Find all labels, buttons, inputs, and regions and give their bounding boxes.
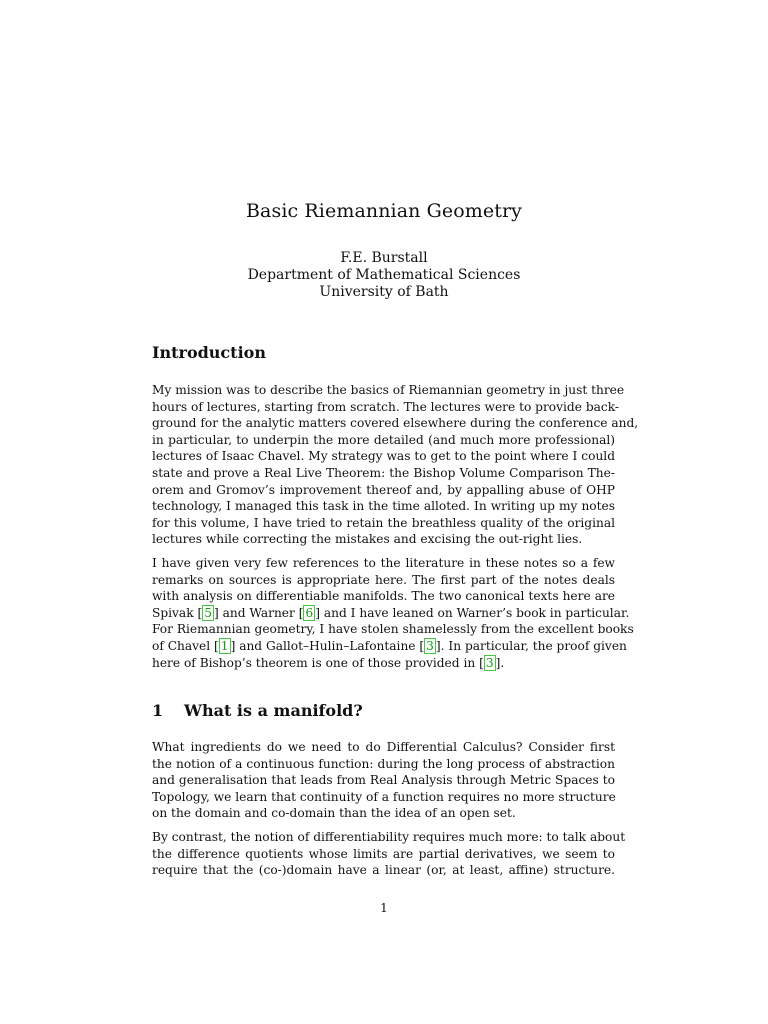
section-1-paragraph-2 <box>152 829 626 879</box>
citation-link-1[interactable]: 1 <box>220 638 229 653</box>
section-1-heading <box>152 701 363 720</box>
text-line: require that the (co-)domain have a linear (or, at least, affine) structure. <box>152 863 615 878</box>
text-segment: ] and I have leaned on Warner’s book in particular. <box>315 605 630 620</box>
text-line: in particular, to underpin the more detailed (and much more professional) <box>152 432 615 447</box>
text-line: orem and Gromov’s improvement thereof and, by appalling abuse of OHP <box>152 482 615 497</box>
text-line: Topology, we learn that continuity of a function requires no more structure <box>152 789 616 804</box>
text-line: What ingredients do we need to do Differential Calculus? Consider first <box>152 740 615 754</box>
text-line: technology, I managed this task in the time alloted. In writing up my notes <box>152 499 615 514</box>
text-segment: ] and Gallot–Hulin–Lafontaine [ <box>230 638 425 653</box>
author-department: Department of Mathematical Sciences <box>247 267 521 283</box>
text-line: state and prove a Real Live Theorem: the Bishop Volume Comparison The- <box>152 465 615 480</box>
text-line <box>152 655 615 672</box>
intro-paragraph-1 <box>152 382 639 548</box>
citation-link-3[interactable]: 3 <box>485 655 494 670</box>
section-title: What is a manifold? <box>184 701 363 720</box>
intro-heading: Introduction <box>152 343 266 362</box>
text-line: By contrast, the notion of differentiability requires much more: to talk about <box>152 830 626 844</box>
text-line: for this volume, I have tried to retain the breathless quality of the original <box>152 515 615 530</box>
author-university: University of Bath <box>319 284 449 300</box>
text-line <box>152 638 627 655</box>
text-line: hours of lectures, starting from scratch. The lectures were to provide back- <box>152 399 619 414</box>
text-segment: of Chavel [ <box>152 638 219 653</box>
text-line: with analysis on differentiable manifolds. The two canonical texts here are <box>152 589 615 604</box>
author-block <box>0 250 768 301</box>
text-segment: here of Bishop’s theorem is one of those provided in [ <box>152 655 484 670</box>
text-line: the difference quotients whose limits are partial derivatives, we seem to <box>152 846 615 861</box>
text-segment: ] and Warner [ <box>213 605 304 620</box>
text-line: For Riemannian geometry, I have stolen shamelessly from the excellent books <box>152 622 634 637</box>
text-line: ground for the analytic matters covered elsewhere during the conference and, <box>152 416 639 431</box>
text-line <box>152 605 630 622</box>
author-name: F.E. Burstall <box>340 250 428 266</box>
text-line: lectures while correcting the mistakes and excising the out-right lies. <box>152 532 583 547</box>
citation-link-3[interactable]: 3 <box>426 638 434 653</box>
intro-paragraph-2 <box>152 555 634 671</box>
page-number: 1 <box>380 901 388 915</box>
citation-link-6[interactable]: 6 <box>305 605 314 620</box>
text-line: lectures of Isaac Chavel. My strategy was to get to the point where I could <box>152 449 615 464</box>
text-line: My mission was to describe the basics of Riemannian geometry in just three <box>152 383 625 397</box>
text-segment: ]. <box>495 655 505 670</box>
text-line: on the domain and co-domain than the idea of an open set. <box>152 806 516 821</box>
paper-title: Basic Riemannian Geometry <box>246 200 522 222</box>
text-line: the notion of a continuous function: during the long process of abstraction <box>152 756 615 771</box>
text-segment: ]. In particular, the proof given <box>435 638 627 653</box>
section-number: 1 <box>152 701 164 720</box>
section-1-paragraph-1 <box>152 739 615 822</box>
text-line: remarks on sources is appropriate here. The first part of the notes deals <box>152 572 615 587</box>
text-line: and generalisation that leads from Real Analysis through Metric Spaces to <box>152 773 615 788</box>
text-segment: Spivak [ <box>152 605 203 620</box>
text-line: I have given very few references to the literature in these notes so a few <box>152 556 615 570</box>
citation-link-5[interactable]: 5 <box>204 605 212 620</box>
